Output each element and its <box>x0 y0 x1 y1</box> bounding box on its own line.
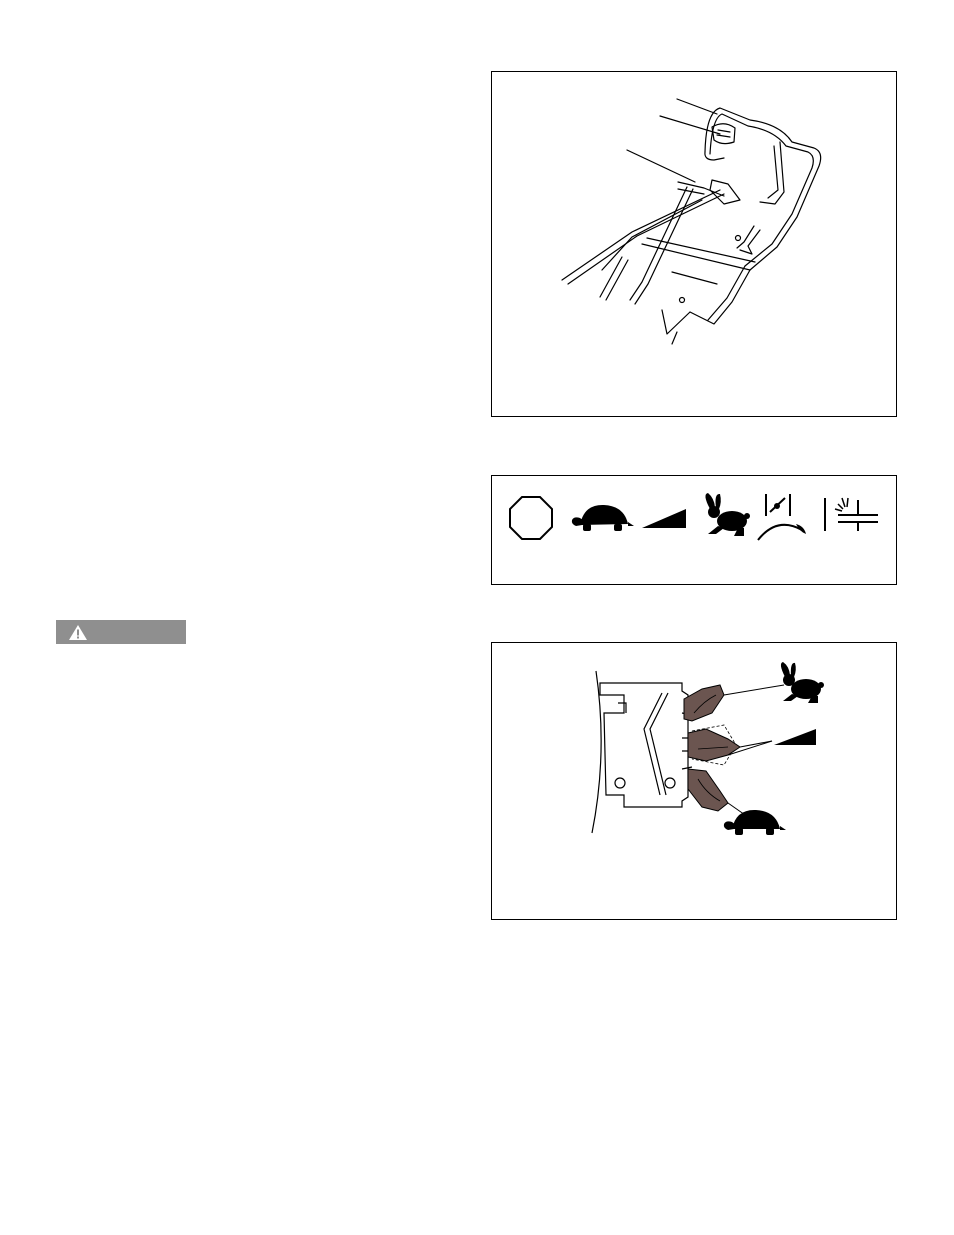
stop-octagon-icon <box>510 497 552 539</box>
warning-banner <box>56 620 186 644</box>
choke-icon <box>758 494 806 540</box>
control-symbols-drawing <box>492 476 898 586</box>
handle-assembly-figure <box>491 71 897 417</box>
start-spark-icon <box>825 498 878 531</box>
warning-triangle-icon <box>68 624 88 641</box>
turtle-slow-icon <box>724 810 786 835</box>
control-plate <box>600 683 692 807</box>
turtle-slow-icon <box>572 505 634 531</box>
throttle-positions-drawing <box>492 643 898 921</box>
speed-ramp-icon <box>642 509 686 528</box>
speed-ramp-icon <box>774 729 816 745</box>
handle-assembly-drawing <box>492 72 898 418</box>
control-symbols-figure <box>491 475 897 585</box>
throttle-positions-figure <box>491 642 897 920</box>
rabbit-fast-icon <box>781 662 824 703</box>
rabbit-fast-icon <box>705 493 750 536</box>
